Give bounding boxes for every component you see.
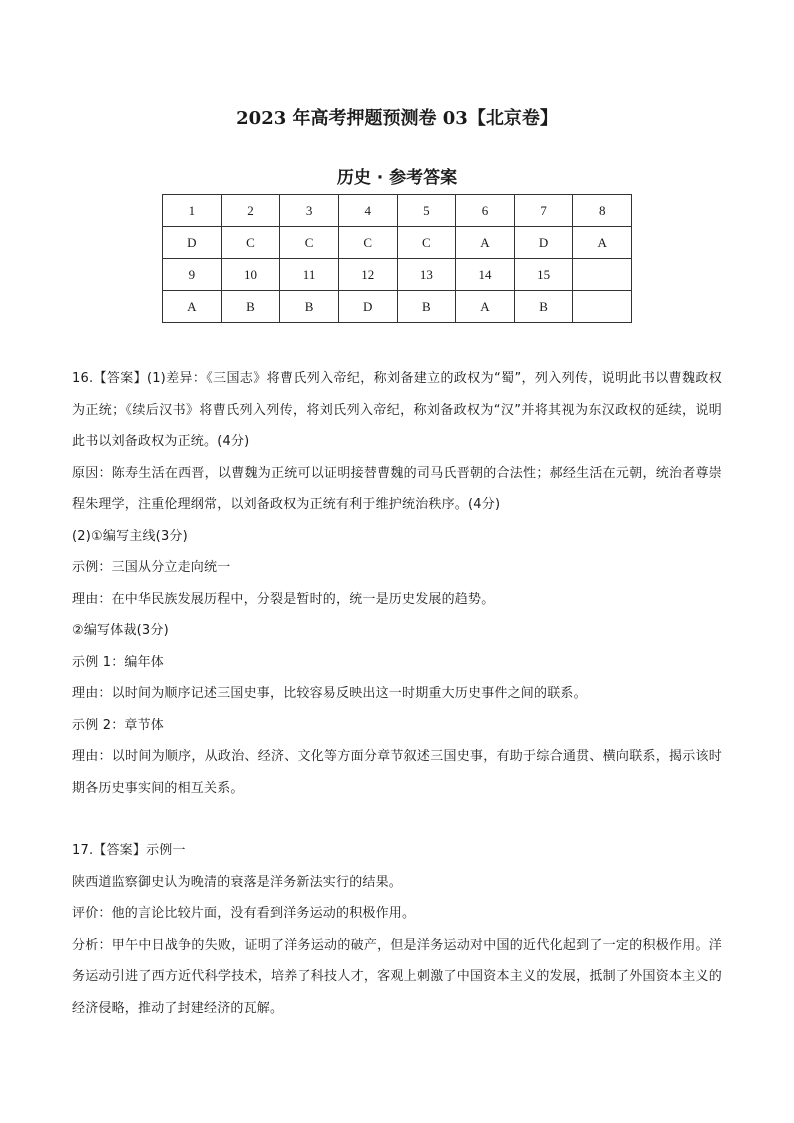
answer-table-cell: 9 [163, 259, 222, 291]
page-subtitle: 历史 · 参考答案 [336, 168, 458, 188]
q16-paragraph: 示例 1：编年体 [72, 654, 165, 670]
answer-table-cell: B [397, 291, 456, 323]
q16-paragraph: 理由：以时间为顺序记述三国史事，比较容易反映出这一时期重大历史事件之间的联系。 [72, 686, 587, 701]
q16-paragraph: ②编写体裁(3分) [72, 623, 169, 638]
answer-table-cell: A [456, 227, 515, 259]
answer-table-cell [573, 291, 632, 323]
answer-table-cell: B [280, 291, 339, 323]
answer-table-cell: C [221, 227, 280, 259]
answer-table-cell: D [514, 227, 573, 259]
q16-paragraph: 示例：三国从分立走向统一 [72, 560, 231, 575]
answer-table-cell: 14 [456, 259, 515, 291]
answer-table-cell: C [397, 227, 456, 259]
answer-table-cell: 13 [397, 259, 456, 291]
answer-table-cell [573, 259, 632, 291]
answer-table-cell: 7 [514, 195, 573, 227]
answer-table-cell: D [338, 291, 397, 323]
answer-table-cell: A [573, 227, 632, 259]
answer-table-row [163, 259, 632, 291]
answer-table-row [163, 291, 632, 323]
answer-table-cell: 3 [280, 195, 339, 227]
answer-table-cell: 1 [163, 195, 222, 227]
q17-paragraph: 评价：他的言论比较片面，没有看到洋务运动的积极作用。 [72, 906, 416, 921]
q17-paragraph: 17.【答案】示例一 [72, 843, 186, 858]
q17-paragraph: 陕西道监察御史认为晚清的衰落是洋务新法实行的结果。 [72, 874, 403, 890]
answer-table-cell: 10 [221, 259, 280, 291]
answer-body [72, 363, 722, 1024]
answer-table-cell: C [280, 227, 339, 259]
answer-table-cell: C [338, 227, 397, 259]
answer-table-cell: 2 [221, 195, 280, 227]
q16-paragraph: 理由：在中华民族发展历程中，分裂是暂时的，统一是历史发展的趋势。 [72, 591, 495, 607]
answer-table-row [163, 227, 632, 259]
q16-paragraph: 原因：陈寿生活在西晋，以曹魏为正统可以证明接替曹魏的司马氏晋朝的合法性；郝经生活在元朝，统治者尊崇程朱理学，注重伦理纲常，以刘备政权为正统有利于维护统治秩序。(4分) [72, 465, 722, 512]
q16-paragraph: 理由：以时间为顺序，从政治、经济、文化等方面分章节叙述三国史事，有助于综合通贯、横向联系，揭示该时期各历史事实间的相互关系。 [72, 749, 722, 796]
answer-table-cell: B [221, 291, 280, 323]
section-gap [72, 804, 722, 835]
answer-table-cell: A [163, 291, 222, 323]
q16-paragraph: (2)①编写主线(3分) [72, 528, 188, 544]
q16-paragraph: 示例 2：章节体 [72, 717, 165, 733]
q16-paragraph: 16.【答案】(1)差异：《三国志》将曹氏列入帝纪，称刘备建立的政权为“蜀”，列入列传，说明此书以曹魏政权为正统；《续后汉书》将曹氏列入列传，将刘氏列入帝纪，称刘备政权为“汉”并将其视为东汉政权的延续，说明此书以刘备政权为正统。(4分) [72, 371, 722, 449]
answer-table-cell: D [163, 227, 222, 259]
answer-table-cell: 11 [280, 259, 339, 291]
answer-table-cell: 8 [573, 195, 632, 227]
answer-table [162, 194, 632, 323]
answer-table-cell: A [456, 291, 515, 323]
answer-table-cell: 15 [514, 259, 573, 291]
q17-paragraph: 分析：甲午中日战争的失败，证明了洋务运动的破产，但是洋务运动对中国的近代化起到了一定的积极作用。洋务运动引进了西方近代科学技术，培养了科技人才，客观上刺激了中国资本主义的发展，抵制了外国资本主义的经济侵略，推动了封建经济的瓦解。 [72, 937, 722, 1016]
answer-table-cell: 4 [338, 195, 397, 227]
answer-table-cell: B [514, 291, 573, 323]
answer-table-cell: 12 [338, 259, 397, 291]
answer-table-cell: 5 [397, 195, 456, 227]
answer-table-cell: 6 [456, 195, 515, 227]
page-title: 2023 年高考押题预测卷 03【北京卷】 [236, 108, 558, 129]
answer-table-row [163, 195, 632, 227]
